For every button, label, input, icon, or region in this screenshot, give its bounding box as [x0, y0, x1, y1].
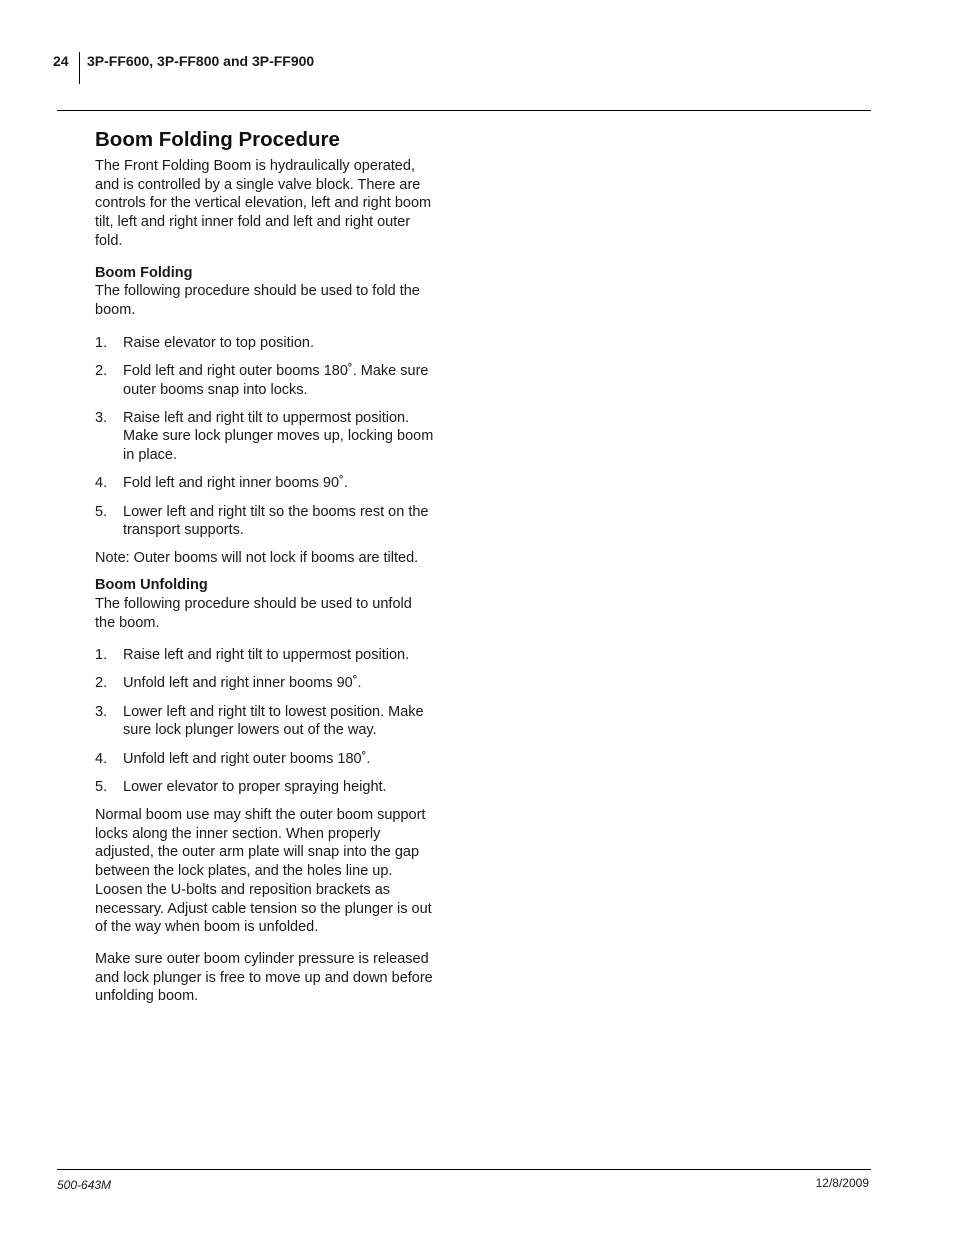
- step-number: 4.: [95, 475, 108, 492]
- footer-doc-number: 500-643M: [57, 1178, 112, 1192]
- footer-date: 12/8/2009: [815, 1176, 869, 1190]
- list-item: [95, 703, 435, 740]
- unfolding-intro: The following procedure should be used to unfold the boom.: [95, 595, 412, 631]
- step-number: 1.: [95, 334, 108, 351]
- step-text: Raise left and right tilt to uppermost position. Make sure lock plunger moves up, locking boom in place.: [123, 409, 434, 464]
- step-text: Fold left and right outer booms 180˚. Make sure outer booms snap into locks.: [123, 362, 429, 398]
- unfolding-steps: [95, 646, 435, 796]
- list-item: [95, 362, 435, 399]
- folding-steps: [95, 334, 435, 540]
- section-intro: The Front Folding Boom is hydraulically operated, and is controlled by a single valve block. There are controls for the vertical elevation, left and right boom tilt, left and right inner fold and left and right outer fold.: [95, 158, 432, 249]
- step-number: 5.: [95, 778, 108, 795]
- main-content: [95, 127, 435, 1006]
- unfolding-heading: Boom Unfolding: [95, 577, 208, 594]
- top-rule: [57, 110, 871, 111]
- step-text: Raise left and right tilt to uppermost position.: [123, 647, 410, 664]
- pressure-paragraph: Make sure outer boom cylinder pressure is released and lock plunger is free to move up and down before unfolding boom.: [95, 950, 433, 1005]
- folding-note: Note: Outer booms will not lock if booms are tilted.: [95, 550, 419, 567]
- list-item: [95, 474, 435, 493]
- step-text: Unfold left and right inner booms 90˚.: [123, 675, 362, 692]
- step-text: Lower elevator to proper spraying height.: [123, 778, 387, 795]
- step-text: Lower left and right tilt to lowest position. Make sure lock plunger lowers out of the way.: [123, 703, 424, 739]
- step-text: Unfold left and right outer booms 180˚.: [123, 750, 371, 767]
- step-text: Raise elevator to top position.: [123, 334, 315, 351]
- step-number: 2.: [95, 362, 108, 379]
- step-text: Lower left and right tilt so the booms rest on the transport supports.: [123, 503, 429, 539]
- list-item: [95, 646, 435, 665]
- step-text: Fold left and right inner booms 90˚.: [123, 475, 348, 492]
- step-number: 3.: [95, 703, 108, 720]
- step-number: 3.: [95, 409, 108, 426]
- adjustment-paragraph: Normal boom use may shift the outer boom support locks along the inner section. When properly adjusted, the outer arm plate will snap into the gap between the lock plates, and the holes line up. Loosen the U-bolts and reposition brackets as necessary. Adjust cable tension so the plunger is out of the way when boom is unfolded.: [95, 806, 432, 936]
- step-number: 1.: [95, 647, 108, 664]
- list-item: [95, 778, 435, 797]
- list-item: [95, 503, 435, 540]
- bottom-rule: [57, 1169, 871, 1170]
- step-number: 5.: [95, 503, 108, 520]
- folding-intro: The following procedure should be used to fold the boom.: [95, 283, 420, 318]
- section-title: Boom Folding Procedure: [95, 128, 340, 151]
- step-number: 2.: [95, 675, 108, 692]
- folding-heading: Boom Folding: [95, 264, 193, 281]
- page-number: 24: [53, 53, 69, 69]
- step-number: 4.: [95, 750, 108, 767]
- list-item: [95, 409, 435, 465]
- list-item: [95, 334, 435, 353]
- document-title: 3P-FF600, 3P-FF800 and 3P-FF900: [87, 53, 315, 69]
- header-divider: [79, 52, 80, 84]
- list-item: [95, 750, 435, 769]
- list-item: [95, 674, 435, 693]
